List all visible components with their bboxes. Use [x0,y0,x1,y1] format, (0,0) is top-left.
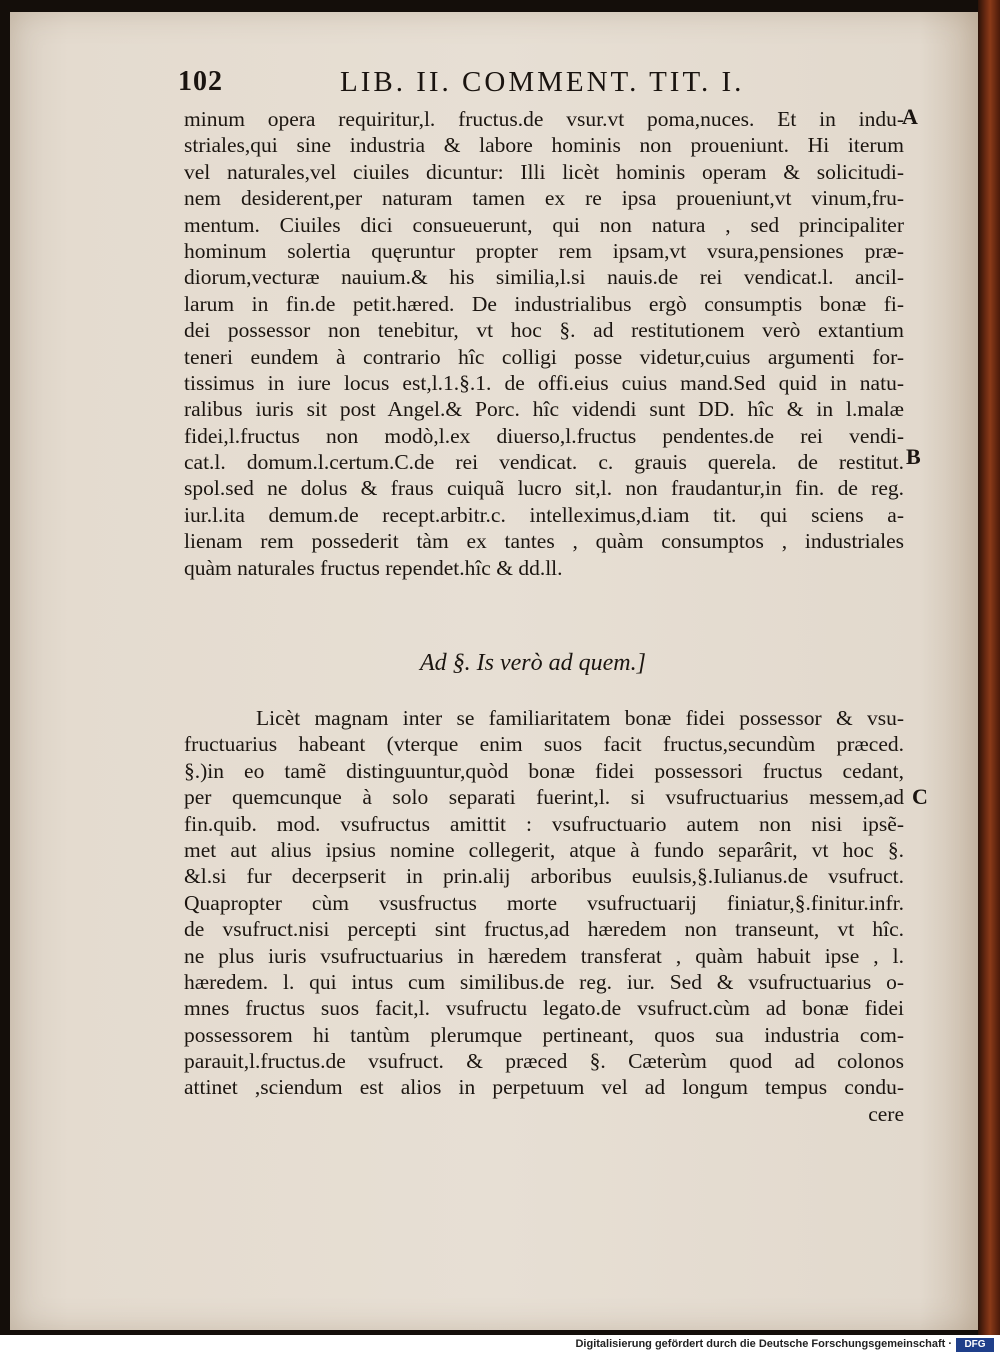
text-line: teneri eundem à contrario hîc colligi posse videtur,cuius argumenti for- [184,344,904,369]
text-line: striales,qui sine industria & labore hominis non proueniunt. Hi iterum [184,133,904,158]
text-line: iur.l.ita demum.de recept.arbitr.c. intelleximus,d.iam tit. qui sciens a- [184,502,904,527]
text-line: &l.si fur decerpserit in prin.alij arboribus euulsis,§.Iulianus.de vsufruct. [184,864,904,889]
text-line: fin.quib. mod. vsufructus amittit : vsufructuario autem non nisi ipsẽ- [184,811,904,836]
funding-notice: Digitalisierung gefördert durch die Deutsche Forschungsgemeinschaft · [575,1338,952,1350]
running-head [178,66,798,102]
text-line: larum in fin.de petit.hæred. De industrialibus ergò consumptis bonæ fi- [184,291,904,316]
text-line: spol.sed ne dolus & fraus cuiquã lucro sit,l. non fraudantur,in fin. de reg. [184,476,904,501]
text-line: met aut alius ipsius nomine collegerit, atque à fundo separârit, vt hoc §. [184,837,904,862]
text-line: tissimus in iure locus est,l.1.§.1. de offi.eius cuius mand.Sed quid in natu- [184,370,904,395]
text-line: dei possessor non tenebitur, vt hoc §. ad restitutionem verò extantium [184,318,904,343]
text-line: hominum solertia quęruntur propter rem ipsam,vt vsura,pensiones præ- [184,238,904,263]
dfg-logo: DFG [956,1338,994,1352]
text-line: hæredem. l. qui intus cum similibus.de reg. iur. Sed & vsufructuarius o- [184,969,904,994]
text-line: lienam rem possederit tàm ex tantes , quàm consumptos , industriales [184,529,904,554]
margin-letter-a: A [902,104,918,129]
text-line: Licèt magnam inter se familiaritatem bonæ fidei possessor & vsu- [256,706,904,730]
page-number: 102 [178,66,223,97]
text-line: possessorem hi tantùm plerumque pertineant, quos sua industria com- [184,1022,904,1047]
text-block-1 [184,106,904,581]
text-line: parauit,l.fructus.de vsufruct. & præced §. Cæterùm quod ad colonos [184,1049,904,1074]
text-block-2 [184,705,904,1127]
text-line: diorum,vecturæ nauium.& his similia,l.si nauis.de rei vendicat.l. ancil- [184,265,904,290]
text-line: fructuarius habeant (vterque enim suos facit fructus,secundùm præced. [184,732,904,757]
section-heading: Ad §. Is verò ad quem.] [420,650,646,676]
text-line: ne plus iuris vsufructuarius in hæredem transferat , quàm habuit ipse , l. [184,943,904,968]
text-line: per quemcunque à solo separati fuerint,l. si vsufructuarius messem,ad [184,785,904,810]
text-line: nem desiderent,per naturam tamen ex re ipsa proueniunt,vt vinum,fru- [184,186,904,211]
text-line: quàm naturales fructus rependet.hîc & dd.ll. [184,555,563,580]
text-line: attinet ,sciendum est alios in perpetuum vel ad longum tempus condu- [184,1075,904,1100]
text-line: mentum. Ciuiles dici consueuerunt, qui non natura , sed principaliter [184,212,904,237]
text-line: fidei,l.fructus non modò,l.ex diuerso,l.fructus pendentes.de rei vendi- [184,423,904,448]
margin-letter-b: B [906,444,921,469]
text-line: §.)in eo tamẽ distinguuntur,quòd bonæ fidei possessori fructus cedant, [184,758,904,783]
margin-letter-c: C [912,784,928,809]
digitization-footer [0,1335,1000,1356]
text-line: de vsufruct.nisi percepti sint fructus,ad hæredem non transeunt, vt hîc. [184,917,904,942]
catchword: cere [868,1101,904,1126]
text-line: vel naturales,vel ciuiles dicuntur: Illi licèt hominis operam & solicitudi- [184,159,904,184]
text-line: cat.l. domum.l.certum.C.de rei vendicat. c. grauis querela. de restitut. [184,450,904,475]
text-line: mnes fructus suos facit,l. vsufructu legato.de vsufruct.cùm ad bonæ fidei [184,996,904,1021]
book-spine-edge [978,0,1000,1335]
text-line: ralibus iuris sit post Angel.& Porc. hîc videndi sunt DD. hîc & in l.malæ [184,397,904,422]
text-line: minum opera requiritur,l. fructus.de vsur.vt poma,nuces. Et in indu- [184,107,904,131]
running-title: LIB. II. COMMENT. TIT. I. [340,66,745,98]
text-line: Quapropter cùm vsusfructus morte vsufructuarij finiatur,§.finitur.infr. [184,890,904,915]
